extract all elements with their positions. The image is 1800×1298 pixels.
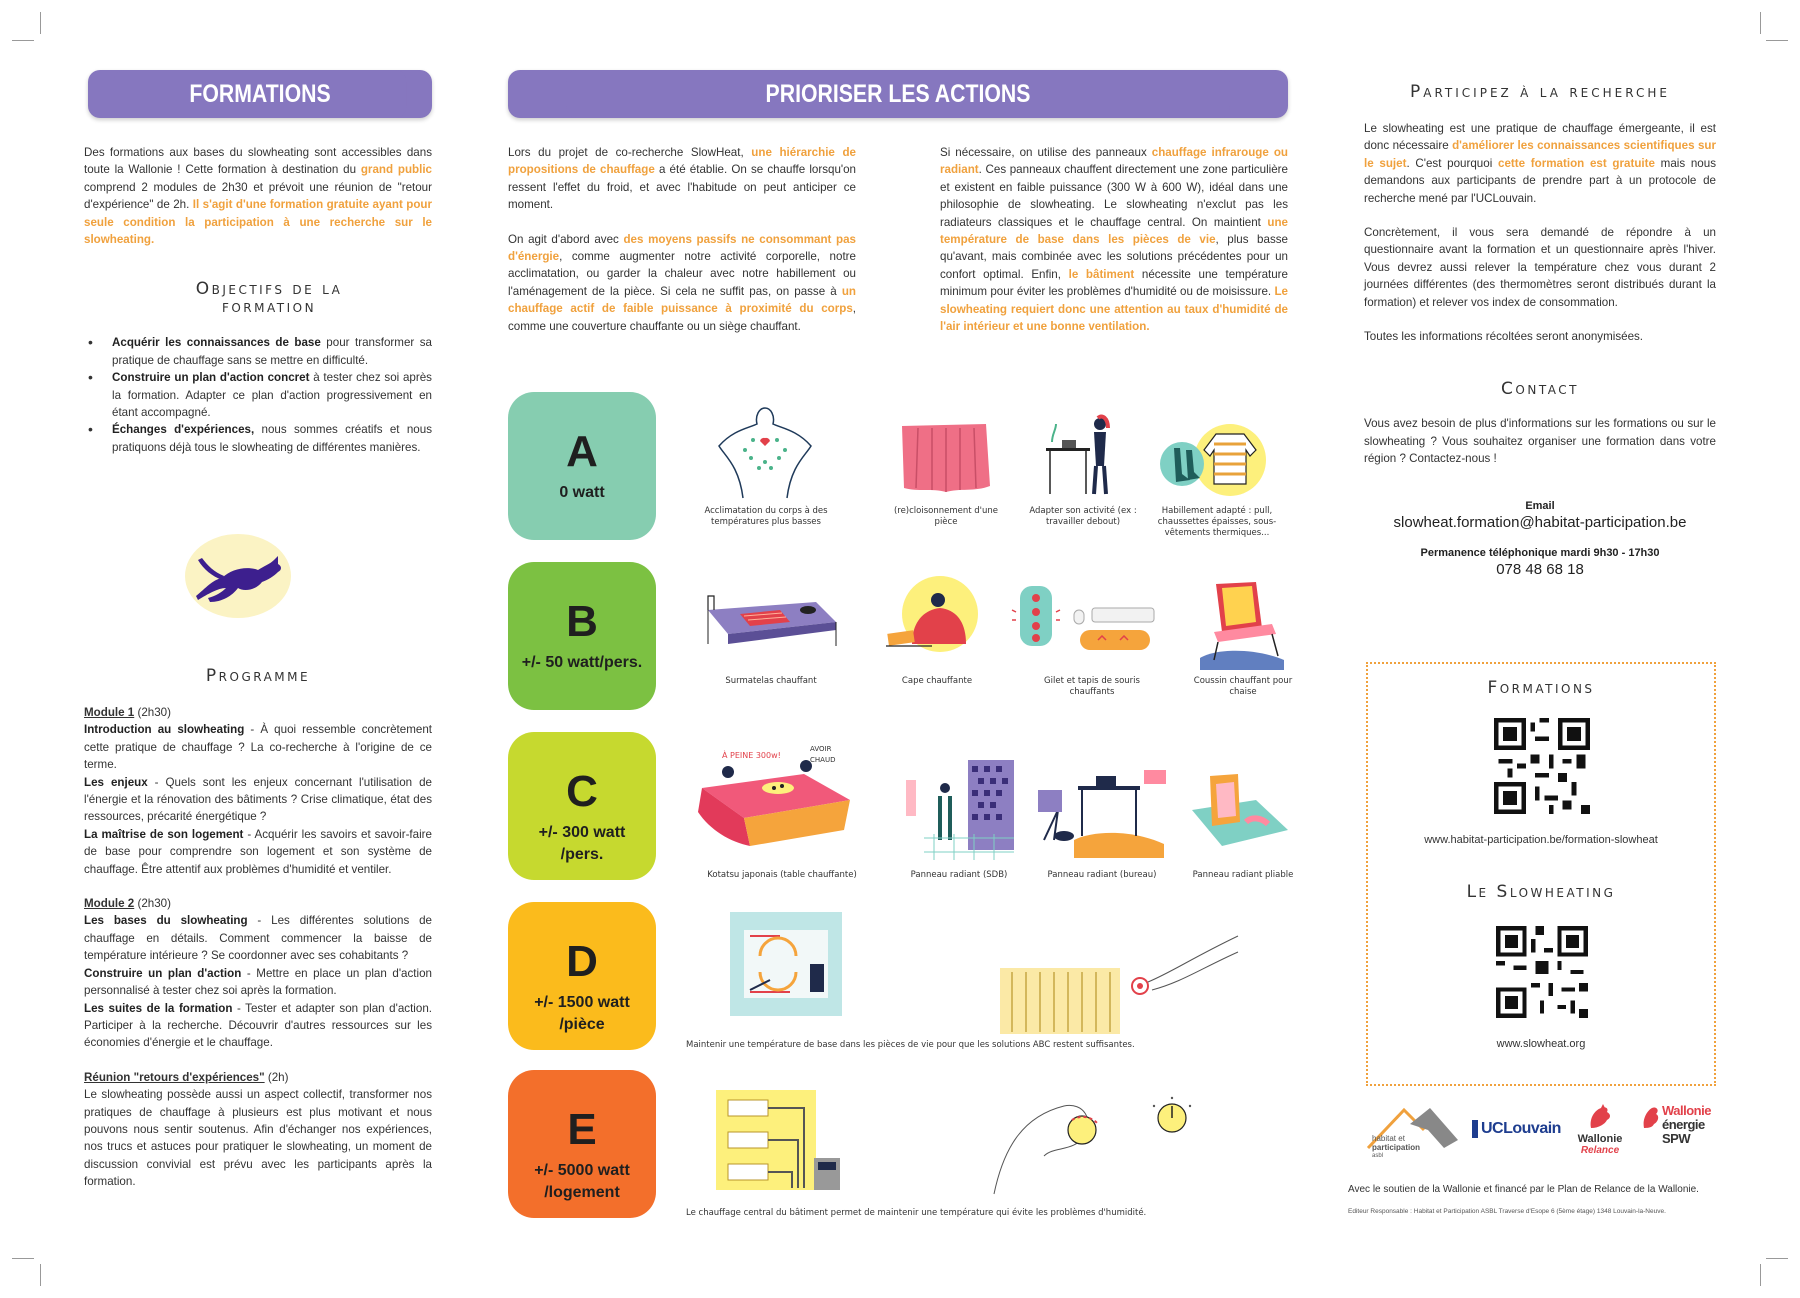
- caption-a3: Adapter son activité (ex : travailler debout): [1029, 506, 1137, 527]
- room-base-temperature-illustration: [730, 912, 842, 1019]
- phone-number[interactable]: 078 48 68 18: [1496, 560, 1584, 578]
- hp-logo-line3: asbl: [1372, 1153, 1384, 1159]
- reunion-heading: Réunion "retours d'expériences" (2h): [84, 1070, 289, 1084]
- qr1-url[interactable]: www.habitat-participation.be/formation-slowheat: [1424, 834, 1658, 846]
- qr1-title: Formations: [1487, 678, 1595, 698]
- qr-code-slowheat[interactable]: [1496, 926, 1588, 1018]
- office-radiant-panel-illustration: [1034, 770, 1166, 861]
- warm-clothing-illustration: [1160, 420, 1270, 501]
- bathroom-radiant-panel-illustration: [904, 760, 1014, 863]
- formations-intro: Des formations aux bases du slowheating sont accessibles dans toute la Wallonie ! Cette formation à destination du grand public comprend 2 modules de 2h30 et prévoit une réunion de "retour d'expérience" de 2h. Il s'agit d'une formation gratuite ayant pour seule condition la participation à une recherche sur le slowheating.: [84, 146, 432, 247]
- email-label: Email: [1525, 499, 1555, 512]
- level-power: +/- 300 watt /pers.: [538, 824, 626, 863]
- module2-item: Les suites de la formation - Tester et adapter son plan d'action. Participer à la recherche. Découvrir d'autres ressources sur les économies d'énergie et le chauffage.: [84, 1001, 432, 1050]
- prioriser-paragraph-1: Lors du projet de co-recherche SlowHeat, une hiérarchie de propositions de chauffage a été établie. On se chauffe lorsqu'on ressent l'effet du froid, et avec l'habitude on peut anticiper ce moment.: [508, 146, 857, 212]
- objectifs-title: Objectifs de la formation: [195, 279, 343, 318]
- hp-logo-line1: habitat et: [1372, 1134, 1405, 1143]
- body-acclimatation-illustration: [713, 406, 817, 503]
- qr-code-box: [1366, 662, 1716, 1086]
- wallonie-relance-line1: Wallonie: [1577, 1133, 1623, 1145]
- objectif-item: • Construire un plan d'action concret à tester chez soi après la formation. Adapter ce plan d'action progressivement en étant accompagné.: [84, 369, 432, 421]
- objectif-item: • Échanges d'expériences, nous sommes créatifs et nous pratiquons déjà tous le slowheating de différentes manières.: [84, 421, 432, 456]
- level-letter: E: [567, 1105, 597, 1154]
- soutien-text: Avec le soutien de la Wallonie et financé par le Plan de Relance de la Wallonie.: [1348, 1184, 1699, 1195]
- module1-item: Introduction au slowheating - À quoi ressemble concrètement cette pratique de chauffage ? La co-recherche à l'origine de ce terme.: [84, 723, 432, 772]
- wallonie-relance-logo: [1570, 1104, 1630, 1156]
- caption-c4: Panneau radiant pliable: [1192, 870, 1294, 880]
- prioriser-header: [508, 70, 1288, 118]
- module2-heading: Module 2 (2h30): [84, 897, 171, 911]
- recherche-paragraph-1: Le slowheating est une pratique de chauffage émergeante, il est donc nécessaire d'améliorer les connaissances scientifiques sur le sujet. C'est pourquoi cette formation est gratuite mais nous demandons aux participants de prendre part à un protocole de recherche mené par l'UCLouvain.: [1364, 122, 1717, 205]
- heated-chair-cushion-illustration: [1196, 578, 1288, 675]
- prioriser-text-left: [508, 144, 856, 335]
- qr-code-formations[interactable]: [1494, 718, 1590, 814]
- caption-b1: Surmatelas chauffant: [725, 676, 817, 686]
- logos-row: [1364, 1104, 1716, 1174]
- qr2-title: Le Slowheating: [1466, 882, 1616, 902]
- module1-heading: Module 1 (2h30): [84, 706, 171, 719]
- wallonie-relance-line2: Relance: [1580, 1145, 1620, 1156]
- prioriser-column: [508, 70, 1294, 1218]
- contact-text: Vous avez besoin de plus d'informations sur les formations ou sur le slowheating ? Vous souhaitez organiser une formation dans votre région ? Contactez-nous !: [1364, 417, 1716, 466]
- caption-c1: Kotatsu japonais (table chauffante): [707, 870, 857, 880]
- handwritten-note-300w: À PEINE 300w!: [722, 751, 781, 760]
- caption-b2: Cape chauffante: [901, 676, 973, 686]
- caption-a1: Acclimatation du corps à des températures plus basses: [704, 506, 828, 527]
- level-letter: B: [566, 597, 598, 646]
- level-d-badge: [508, 902, 656, 1050]
- caption-c3: Panneau radiant (bureau): [1047, 870, 1157, 880]
- prioriser-text-right: [940, 144, 1288, 335]
- caption-b3: Gilet et tapis de souris chauffants: [1044, 676, 1140, 697]
- module2-item: Les bases du slowheating - Les différentes solutions de chauffage en détails. Comment commencer la baisse de température intérieure ? Se coordonner avec ses cohabitants ?: [84, 914, 432, 963]
- heated-mattress-illustration: [704, 586, 838, 655]
- we-logo-line2: énergie: [1662, 1117, 1705, 1132]
- foldable-radiant-panel-illustration: [1192, 770, 1288, 857]
- module1-item: Les enjeux - Quels sont les enjeux concernant l'utilisation de l'énergie et la rénovation des bâtiments ? Crise climatique, état des ressources, précarité énergétique ?: [84, 775, 432, 824]
- recherche-paragraph-2: Concrètement, il vous sera demandé de répondre à un questionnaire avant la formation et un questionnaire après l'hiver. Vous devrez aussi relever la température chez vous durant 2 journées différentes (des thermomètres seront distribués durant la formation) et relever vos index de consommation.: [1364, 226, 1716, 309]
- formations-header: [88, 70, 432, 118]
- phone-label: Permanence téléphonique mardi 9h30 - 17h30: [1420, 546, 1660, 559]
- uclouvain-logo: [1472, 1120, 1561, 1138]
- objectif-item: • Acquérir les connaissances de base pour transformer sa pratique de chauffage sans se mettre en difficulté.: [84, 334, 432, 369]
- curtain-illustration: [900, 422, 992, 497]
- prioriser-paragraph-2: On agit d'abord avec des moyens passifs ne consommant pas d'énergie, comme augmenter notre activité corporelle, notre acclimatation, ou garder la chaleur avec notre habillement ou l'aménagement de la pièce. Si cela ne suffit pas, on passe à un chauffage actif de faible puissance à proximité du corps, comme une couverture chauffante ou un siège chauffant.: [508, 232, 856, 333]
- level-e-badge: [508, 1070, 656, 1218]
- qr2-url[interactable]: www.slowheat.org: [1496, 1038, 1586, 1050]
- heated-cape-illustration: [882, 574, 998, 659]
- level-letter: A: [566, 427, 598, 476]
- objectifs-list: [84, 334, 432, 456]
- level-letter: C: [566, 767, 598, 816]
- caption-a2: (re)cloisonnement d'une pièce: [893, 506, 999, 527]
- programme-content: [84, 704, 432, 1191]
- level-power: 0 watt: [559, 484, 605, 501]
- recherche-paragraph-3: Toutes les informations récoltées seront anonymisées.: [1364, 330, 1644, 344]
- programme-title: Programme: [205, 666, 311, 686]
- recherche-column: [1348, 70, 1717, 1215]
- level-c-badge: [508, 732, 656, 880]
- leaping-cat-illustration: [182, 530, 292, 622]
- central-heating-illustration: [714, 1088, 846, 1195]
- handwritten-note-chaud: AVOIR CHAUD: [810, 745, 836, 764]
- level-a-badge: [508, 392, 656, 540]
- caption-d1: Maintenir une température de base dans les pièces de vie pour que les solutions ABC restent suffisantes.: [686, 1040, 1135, 1050]
- radiator-hand-illustration: [992, 932, 1240, 1039]
- uclouvain-logo-text: UCLouvain: [1481, 1120, 1561, 1137]
- formations-title: FORMATIONS: [114, 70, 406, 118]
- caption-a4: Habillement adapté : pull, chaussettes épaisses, sous-vêtements thermiques...: [1157, 506, 1277, 538]
- level-letter: D: [566, 937, 598, 986]
- caption-c2: Panneau radiant (SDB): [910, 870, 1008, 880]
- contact-title: Contact: [1501, 379, 1579, 400]
- caption-e1: Le chauffage central du bâtiment permet de maintenir une température qui évite les problèmes d'humidité.: [686, 1208, 1147, 1218]
- recherche-title: Participez à la recherche: [1410, 82, 1670, 102]
- level-power: +/- 5000 watt /logement: [534, 1162, 630, 1201]
- email-link[interactable]: slowheat.formation@habitat-participation.be: [1393, 513, 1687, 531]
- heated-vest-mousepad-illustration: [1008, 580, 1172, 663]
- prioriser-title: PRIORISER LES ACTIONS: [567, 70, 1230, 118]
- hp-logo-line2: participation: [1372, 1143, 1421, 1152]
- thermostat-hand-illustration: [984, 1076, 1204, 1199]
- we-logo-line3: SPW: [1662, 1131, 1691, 1146]
- prioriser-paragraph-3: Si nécessaire, on utilise des panneaux chauffage infrarouge ou radiant. Ces panneaux chauffent directement une zone particulière et existent en faible puissance (300 W à 600 W), idéal dans une philosophie de slowheating. Le slowheating n'exclut pas les radiateurs classiques et le chauffage central. On maintient une température de base dans les pièces de vie, plus basse qu'avant, mais combinée avec les solutions précédentes pour un confort optimal. Enfin, le bâtiment nécessite une température minimum pour éviter les problèmes d'humidité ou de moisissure. Le slowheating requiert donc une attention au taux d'humidité de l'air intérieur et une bonne ventilation.: [940, 146, 1288, 334]
- reunion-text: Le slowheating possède aussi un aspect collectif, transformer nos pratiques de chauffage à plusieurs est plus motivant et nous pouvons nous sentir soutenus. Afin d'échanger nos expériences, nos trucs et astuces pour pratiquer le slowheating, un moment de discussion convivial est prévu avec les participants après la formation.: [84, 1088, 432, 1189]
- level-power: +/- 50 watt/pers.: [521, 654, 643, 671]
- editeur-text: Editeur Responsable : Habitat et Participation ASBL Traverse d'Esope 6 (5ème étage) 1348 Louvain-la-Neuve.: [1348, 1208, 1666, 1215]
- module1-item: La maîtrise de son logement - Acquérir les savoirs et savoir-faire de base pour comprendre son logement et son système de chauffage. Être attentif aux problèmes d'humidité et ventiler.: [84, 827, 432, 876]
- habitat-participation-logo: [1364, 1104, 1460, 1168]
- formations-column: [84, 70, 432, 1189]
- module2-item: Construire un plan d'action - Mettre en place un plan d'action personnalisé à tester chez soi après la formation.: [84, 966, 432, 998]
- level-power: +/- 1500 watt /pièce: [534, 994, 630, 1033]
- we-logo-line1: Wallonie: [1662, 1103, 1711, 1118]
- level-b-badge: [508, 562, 656, 710]
- standing-desk-illustration: [1042, 414, 1122, 499]
- caption-b4: Coussin chauffant pour chaise: [1193, 676, 1293, 697]
